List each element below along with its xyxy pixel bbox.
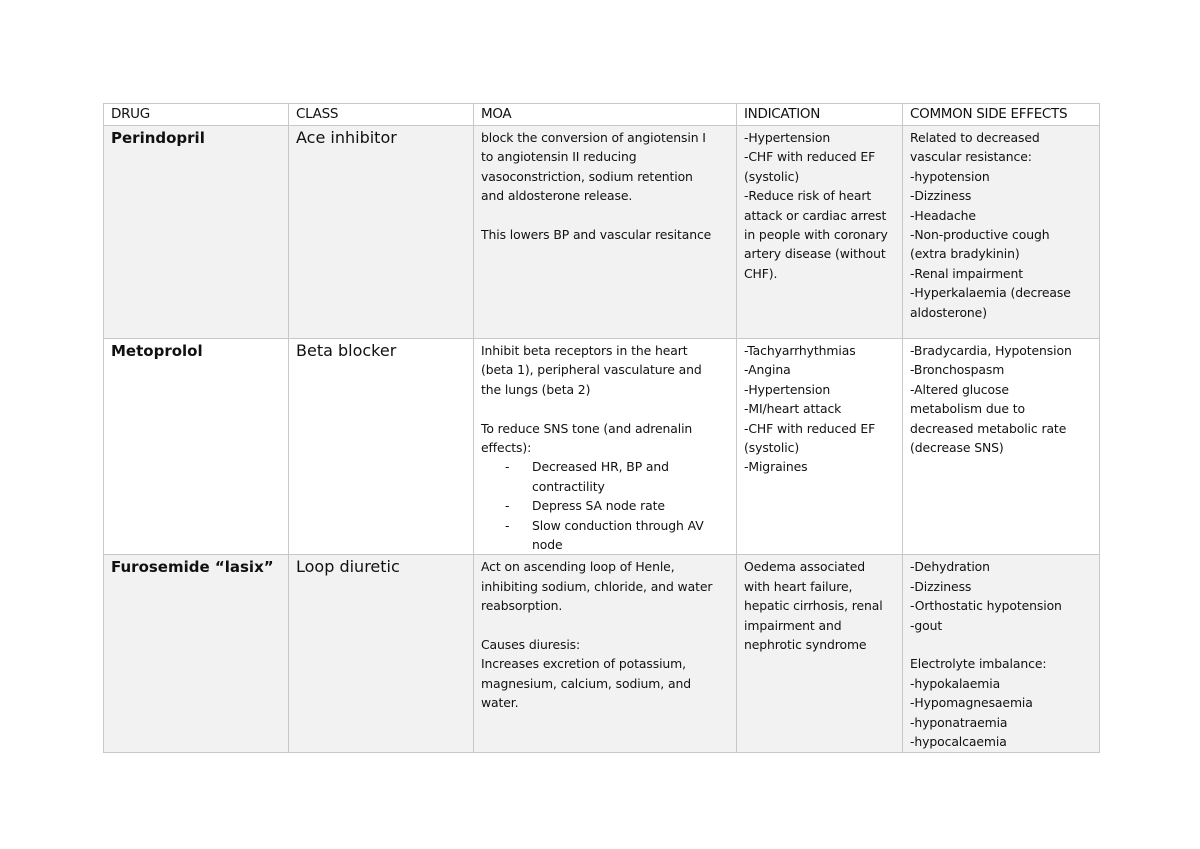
bullet-text: contractility [532,478,605,494]
side-effects-cell [903,126,1100,339]
line-gap [481,206,730,225]
bullet-text: - Decreased HR, BP and [532,459,669,475]
text-line: -Headache [910,207,976,223]
moa-cell [474,126,737,339]
text-line: reabsorption. [481,598,563,614]
text-line: -Dizziness [910,578,972,594]
header-moa: MOA [474,104,737,126]
table-row [104,126,1100,339]
text-line: -Hypertension [744,130,831,145]
header-side-effects: COMMON SIDE EFFECTS [903,104,1100,126]
text-line: -Hypertension [744,381,831,397]
text-line: impairment and [744,617,842,633]
bullet-item [505,496,730,515]
text-line: -Orthostatic hypotension [910,598,1062,614]
text-line: -Tachyarrhythmias [744,343,856,358]
text-line: to angiotensin II reducing [481,149,637,165]
bullet-item [505,457,730,496]
line-gap [910,635,1093,654]
text-line: Causes diuresis: [481,637,581,653]
header-class: CLASS [289,104,474,126]
text-line: (systolic) [744,168,800,184]
text-line: -Bradycardia, Hypotension [910,343,1072,358]
side-effects-cell [903,339,1100,555]
drug-class: Loop diuretic [289,555,474,752]
text-line: -MI/heart attack [744,401,842,417]
bullet-text: - Slow conduction through AV [532,517,704,533]
text-line: decreased metabolic rate [910,420,1067,436]
text-line: with heart failure, [744,578,853,594]
text-line: -Renal impairment [910,265,1023,281]
text-line: -Reduce risk of heart [744,188,872,204]
text-line: (decrease SNS) [910,440,1004,456]
moa-cell [474,339,737,555]
indication-cell [737,555,903,752]
text-line: -CHF with reduced EF [744,149,876,165]
text-line: (systolic) [744,440,800,456]
text-line: Increases excretion of potassium, [481,656,686,672]
drug-name: Metoprolol [104,339,289,555]
text-line: effects): [481,440,532,456]
text-line: -hypocalcaemia [910,734,1007,750]
text-line: Oedema associated [744,559,866,575]
text-line: -Migraines [744,459,808,475]
text-line: (extra bradykinin) [910,246,1020,262]
text-line: artery disease (without [744,246,886,262]
text-line: (beta 1), peripheral vasculature and [481,362,702,378]
bullet-item [505,516,730,555]
drug-table [103,103,1100,753]
line-gap [481,616,730,635]
header-row [104,104,1100,126]
indication-cell [737,339,903,555]
text-line: vascular resistance: [910,149,1032,165]
text-line: and aldosterone release. [481,188,633,204]
text-line: CHF). [744,265,778,281]
header-drug: DRUG [104,104,289,126]
text-line: hepatic cirrhosis, renal [744,598,883,614]
bullet-list [481,457,730,554]
text-line: -Dehydration [910,559,990,575]
table-row [104,339,1100,555]
text-line: -Bronchospasm [910,362,1005,378]
text-line: attack or cardiac arrest [744,207,887,223]
drug-class: Ace inhibitor [289,126,474,339]
text-line: -Non-productive cough [910,227,1050,243]
line-gap [481,399,730,418]
bullet-text: - Depress SA node rate [532,498,665,514]
text-line: in people with coronary [744,227,888,243]
text-line: Related to decreased [910,130,1040,145]
drug-class: Beta blocker [289,339,474,555]
text-line: the lungs (beta 2) [481,381,591,397]
text-line: water. [481,695,519,711]
text-line: inhibiting sodium, chloride, and water [481,578,713,594]
side-effects-cell [903,555,1100,752]
text-line: nephrotic syndrome [744,637,867,653]
text-line: To reduce SNS tone (and adrenalin [481,420,693,436]
text-line: -hypotension [910,168,990,184]
moa-cell [474,555,737,752]
drug-name: Furosemide “lasix” [104,555,289,752]
text-line: -Hyperkalaemia (decrease [910,285,1071,301]
text-line: -Angina [744,362,791,378]
text-line: metabolism due to [910,401,1025,417]
text-line: This lowers BP and vascular resitance [481,227,712,243]
text-line: -CHF with reduced EF [744,420,876,436]
text-line: -hyponatraemia [910,714,1008,730]
header-indication: INDICATION [737,104,903,126]
text-line: Act on ascending loop of Henle, [481,559,675,575]
bullet-text: node [532,537,563,553]
indication-cell [737,126,903,339]
text-line: aldosterone) [910,304,987,320]
text-line: -Hypomagnesaemia [910,695,1033,711]
text-line: -hypokalaemia [910,675,1001,691]
drug-name: Perindopril [104,126,289,339]
text-line: magnesium, calcium, sodium, and [481,675,691,691]
text-line: -Dizziness [910,188,972,204]
text-line: Inhibit beta receptors in the heart [481,343,688,358]
text-line: block the conversion of angiotensin I [481,130,706,145]
text-line: -gout [910,617,943,633]
text-line: vasoconstriction, sodium retention [481,168,693,184]
table-row [104,555,1100,752]
text-line: -Altered glucose [910,381,1009,397]
text-line: Electrolyte imbalance: [910,656,1047,672]
